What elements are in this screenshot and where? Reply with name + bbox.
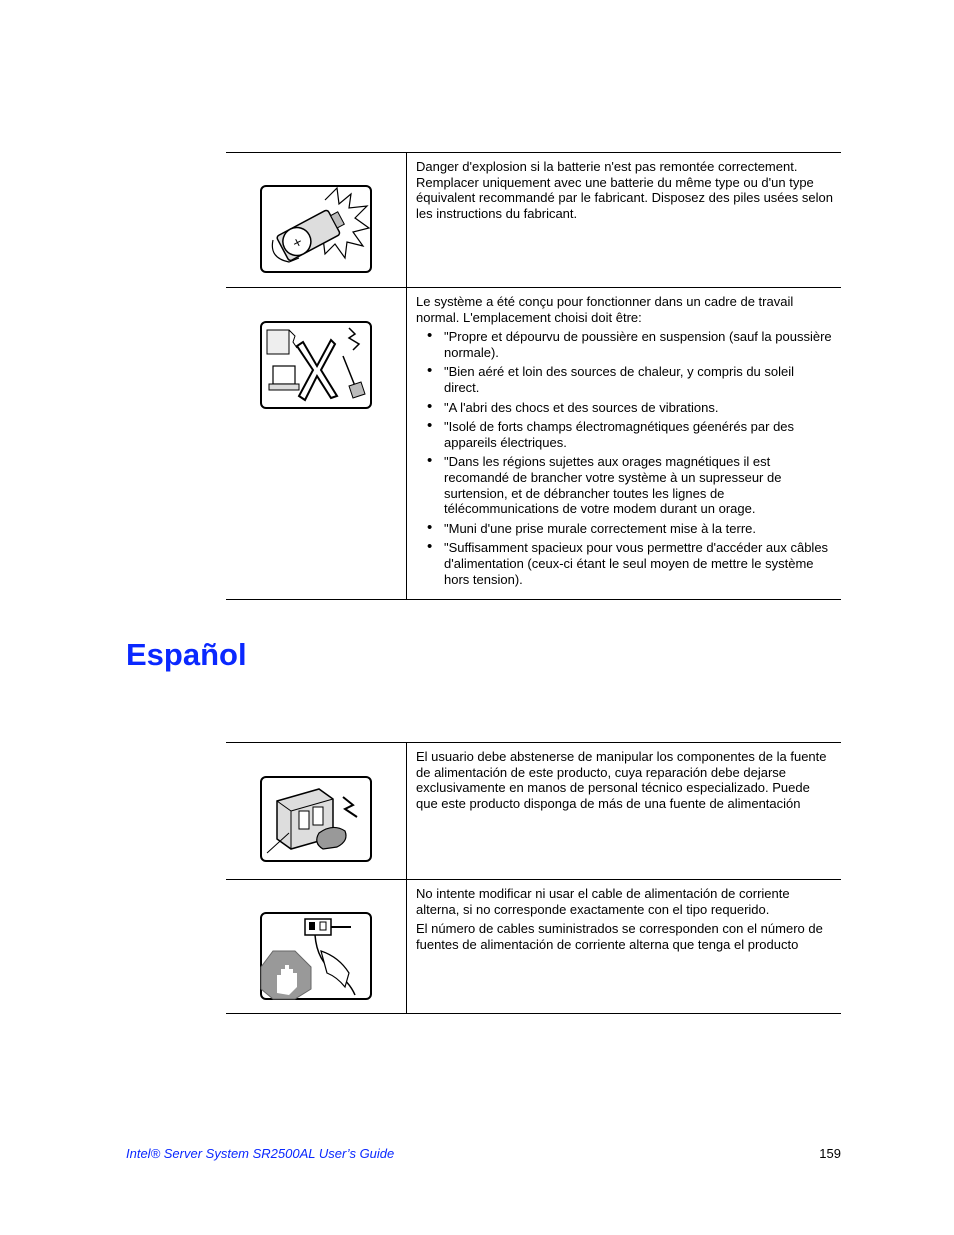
warning-paragraph: No intente modificar ni usar el cable de alimentación de corriente alterna, si no corresponde exactamente con el tipo requerido. xyxy=(416,886,790,917)
svg-text:+: + xyxy=(289,233,306,251)
list-item: • "Isolé de forts champs électromagnétiques géenérés par des appareils électriques. xyxy=(416,419,833,450)
warning-text-cell xyxy=(407,743,841,879)
warning-row-power-supply xyxy=(226,743,841,880)
list-item: • "Suffisamment spacieux pour vous permettre d'accéder aux câbles d'alimentation (ceux-ci étant le seul moyen de mettre le système hors tension). xyxy=(416,540,833,587)
icon-cell xyxy=(226,743,407,879)
warning-paragraph: El número de cables suministrados se corresponden con el número de fuentes de alimentación de corriente alterna que tenga el producto xyxy=(416,921,823,952)
list-item: • "Propre et dépourvu de poussière en suspension (sauf la poussière normale). xyxy=(416,329,833,360)
power-cord-stop-icon xyxy=(259,911,373,1001)
power-supply-hazard-icon xyxy=(259,775,373,863)
battery-explosion-icon xyxy=(259,184,373,274)
footer-page-number: 159 xyxy=(819,1146,841,1161)
warning-paragraph: Danger d'explosion si la batterie n'est pas remontée correctement. Remplacer uniquement avec une batterie du même type ou d'un type équivalent recommandé par le fabricant. Disposez des piles usées selon les instructions du fabricant. xyxy=(416,159,833,221)
icon-cell xyxy=(226,153,407,287)
footer-document-title: Intel® Server System SR2500AL User’s Guide xyxy=(126,1146,395,1161)
requirements-list xyxy=(416,329,833,587)
spanish-warnings-table xyxy=(226,742,841,1014)
warning-row-environment xyxy=(226,288,841,600)
list-item: • "A l'abri des chocs et des sources de vibrations. xyxy=(416,400,833,416)
list-item: • "Muni d'une prise murale correctement mise à la terre. xyxy=(416,521,833,537)
environment-warning-icon xyxy=(259,320,373,410)
warning-row-power-cord xyxy=(226,880,841,1014)
warning-paragraph: El usuario debe abstenerse de manipular los componentes de la fuente de alimentación de este producto, cuya reparación debe dejarse exclusivamente en manos de personal técnico especializado. Puede que este producto disponga de más de una fuente de alimentación xyxy=(416,749,827,811)
warning-text-cell xyxy=(407,880,841,1013)
warning-row-battery xyxy=(226,153,841,288)
list-item: • "Bien aéré et loin des sources de chaleur, y compris du soleil direct. xyxy=(416,364,833,395)
warning-text-cell xyxy=(407,153,841,287)
section-heading: Español xyxy=(126,637,247,672)
french-warnings-table xyxy=(226,152,841,600)
list-item: • "Dans les régions sujettes aux orages magnétiques il est recomandé de brancher votre système à un supresseur de surtension, et de débrancher toutes les lignes de télécommunications de votre modem durant un orage. xyxy=(416,454,833,516)
warning-intro: Le système a été conçu pour fonctionner dans un cadre de travail normal. L'emplacement choisi doit être: xyxy=(416,294,794,325)
icon-cell xyxy=(226,288,407,599)
warning-text-cell xyxy=(407,288,841,599)
icon-cell xyxy=(226,880,407,1013)
